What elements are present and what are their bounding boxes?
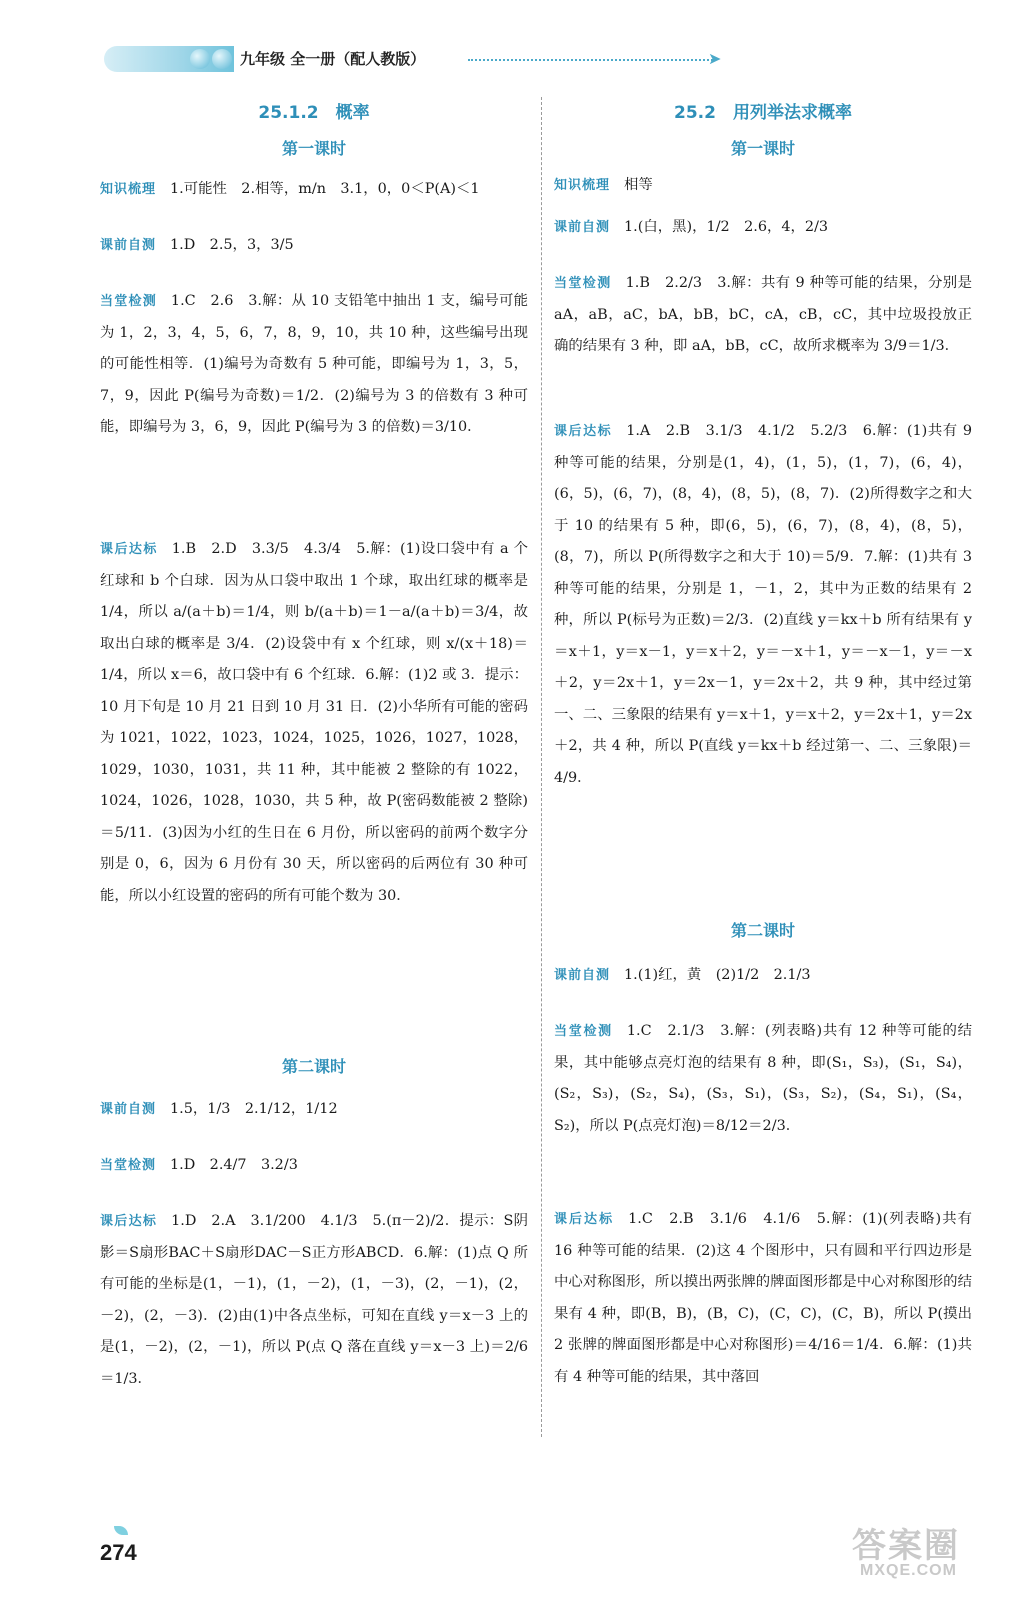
header-ball-decoration <box>190 49 210 69</box>
block-text: 1.(白，黑)，1/2 2.6，4，2/3 <box>624 219 829 235</box>
answer-block <box>554 960 972 992</box>
lesson-title: 第一课时 <box>730 139 795 158</box>
block-label: 课后达标 <box>554 424 613 439</box>
block-label: 当堂检测 <box>100 1158 157 1173</box>
block-label: 当堂检测 <box>554 1024 613 1039</box>
section-title: 25.2 用列举法求概率 <box>674 103 852 123</box>
column-divider <box>541 97 542 1437</box>
block-text: 1.B 2.2/3 3.解：共有 9 种等可能的结果，分别是 aA，aB，aC，bA，bB，bC，cA，cB，cC，其中垃圾投放正确的结果有 3 种，即 aA，bB，cC，故所求概率为 3/9＝1/3． <box>554 275 972 354</box>
leaf-icon <box>114 1526 128 1535</box>
block-text: 1.(1)红，黄 (2)1/2 2.1/3 <box>624 967 811 983</box>
answer-block <box>554 416 972 794</box>
answer-block <box>554 1204 972 1393</box>
block-label: 课前自测 <box>100 1102 157 1117</box>
answer-block <box>100 286 528 444</box>
watermark-url: MXQE.COM <box>860 1562 957 1579</box>
answer-block <box>554 212 972 244</box>
block-label: 课前自测 <box>554 968 611 983</box>
answer-block <box>100 1206 528 1395</box>
answer-block <box>100 1094 528 1126</box>
block-text: 1.C 2.1/3 3.解：(列表略)共有 12 种等可能的结果，其中能够点亮灯泡的结果有 8 种，即(S₁，S₃)，(S₁，S₄)，(S₂，S₃)，(S₂，S₄)，(S₃，S₁)，(S₃，S₂)，(S₄，S₁)，(S₄，S₂)，所以 P(点亮灯泡)＝8/12＝2/3． <box>554 1023 972 1134</box>
block-label: 课后达标 <box>554 1212 615 1227</box>
block-label: 课后达标 <box>100 542 158 557</box>
answer-block <box>554 1016 972 1142</box>
answer-block <box>100 1150 528 1182</box>
block-text: 1.B 2.D 3.3/5 4.3/4 5.解：(1)设口袋中有 a 个红球和 b 个白球．因为从口袋中取出 1 个球，取出红球的概率是 1/4，所以 a/(a＋b)＝1/4，则 b/(a＋b)＝1－a/(a＋b)＝3/4，故取出白球的概率是 3/4．(2)设袋中有 x 个红球，则 x/(x＋18)＝1/4，所以 x＝6，故口袋中有 6 个红球．6.解：(1)2 或 3．提示：10 月下旬是 10 月 21 日到 10 月 31 日．(2)小华所有可能的密码为 1021，1022，1023，1024，1025，1026，1027，1028，1029，1030，1031，共 11 种，其中能被 2 整除的有 1022，1024，1026，1028，1030，共 5 种，故 P(密码数能被 2 整除)＝5/11．(3)因为小红的生日在 6 月份，所以密码的前两个数字分别是 0，6，因为 6 月份有 30 天，所以密码的后两位有 30 种可能，所以小红设置的密码的所有可能个数为 30． <box>100 541 528 904</box>
block-label: 知识梳理 <box>554 178 611 193</box>
page-header <box>0 0 1026 92</box>
block-text: 相等 <box>624 177 653 193</box>
block-label: 课前自测 <box>554 220 611 235</box>
block-label: 知识梳理 <box>100 182 157 197</box>
block-text: 1.D 2.5，3，3/5 <box>170 237 294 253</box>
block-label: 当堂检测 <box>100 294 157 309</box>
header-title: 九年级 全一册（配人教版） <box>240 50 426 68</box>
block-label: 当堂检测 <box>554 276 612 291</box>
answer-block <box>554 268 972 363</box>
lesson-title: 第一课时 <box>281 139 346 158</box>
block-text: 1.A 2.B 3.1/3 4.1/2 5.2/3 6.解：(1)共有 9 种等可能的结果，分别是(1，4)，(1，5)，(1，7)，(6，4)，(6，5)，(6，7)，(8，4)，(8，5)，(8，7)．(2)所得数字之和大于 10 的结果有 5 种，即(6，5)，(6，7)，(8，4)，(8，5)，(8，7)，所以 P(所得数字之和大于 10)＝5/9．7.解：(1)共有 3 种等可能的结果，分别是 1，－1，2，其中为正数的结果有 2 种，所以 P(标号为正数)＝2/3．(2)直线 y＝kx＋b 所有结果有 y＝x＋1，y＝x－1，y＝x＋2，y＝－x＋1，y＝－x－1，y＝－x＋2，y＝2x＋1，y＝2x－1，y＝2x＋2，共 9 种，其中经过第一、二、三象限的结果有 y＝x＋1，y＝x＋2，y＝2x＋1，y＝2x＋2，共 4 种，所以 P(直线 y＝kx＋b 经过第一、二、三象限)＝4/9． <box>554 423 972 786</box>
lesson-title: 第二课时 <box>281 1057 346 1076</box>
header-ball-decoration <box>212 49 232 69</box>
header-arrow-icon: ➤ <box>708 49 722 68</box>
watermark-text: 答案圈 <box>852 1526 960 1566</box>
lesson-title: 第二课时 <box>730 921 795 940</box>
block-label: 课后达标 <box>100 1214 158 1229</box>
watermark-logo <box>852 1518 1002 1588</box>
block-label: 课前自测 <box>100 238 157 253</box>
page-number: 274 <box>100 1540 137 1565</box>
block-text: 1.可能性 2.相等，m/n 3.1，0，0＜P(A)＜1 <box>170 181 480 197</box>
block-text: 1.C 2.6 3.解：从 10 支铅笔中抽出 1 支，编号可能为 1，2，3，4，5，6，7，8，9，10，共 10 种，这些编号出现的可能性相等．(1)编号为奇数有 5 种可能，即编号为 1，3，5，7，9，因此 P(编号为奇数)＝1/2．(2)编号为 3 的倍数有 3 种可能，即编号为 3，6，9，因此 P(编号为 3 的倍数)＝3/10． <box>100 293 528 435</box>
section-title: 25.1.2 概率 <box>258 103 370 123</box>
block-text: 1.5，1/3 2.1/12，1/12 <box>170 1101 338 1117</box>
answer-block <box>100 174 528 206</box>
header-dotted-line <box>468 59 716 61</box>
block-text: 1.C 2.B 3.1/6 4.1/6 5.解：(1)(列表略)共有 16 种等可能的结果．(2)这 4 个图形中，只有圆和平行四边形是中心对称图形，所以摸出两张牌的牌面图形都是中心对称图形的结果有 4 种，即(B，B)，(B，C)，(C，C)，(C，B)，所以 P(摸出 2 张牌的牌面图形都是中心对称图形)＝4/16＝1/4．6.解：(1)共有 4 种等可能的结果，其中落回 <box>554 1211 972 1385</box>
answer-block <box>100 230 528 262</box>
block-text: 1.D 2.4/7 3.2/3 <box>170 1157 298 1173</box>
answer-block <box>554 170 972 202</box>
block-text: 1.D 2.A 3.1/200 4.1/3 5.(π－2)/2．提示：S阴影＝S扇形BAC＋S扇形DAC－S正方形ABCD．6.解：(1)点 Q 所有可能的坐标是(1，－1)，(1，－2)，(1，－3)，(2，－1)，(2，－2)，(2，－3)．(2)由(1)中各点坐标，可知在直线 y＝x－3 上的是(1，－2)，(2，－1)，所以 P(点 Q 落在直线 y＝x－3 上)＝2/6＝1/3． <box>100 1213 528 1387</box>
answer-block <box>100 534 528 912</box>
